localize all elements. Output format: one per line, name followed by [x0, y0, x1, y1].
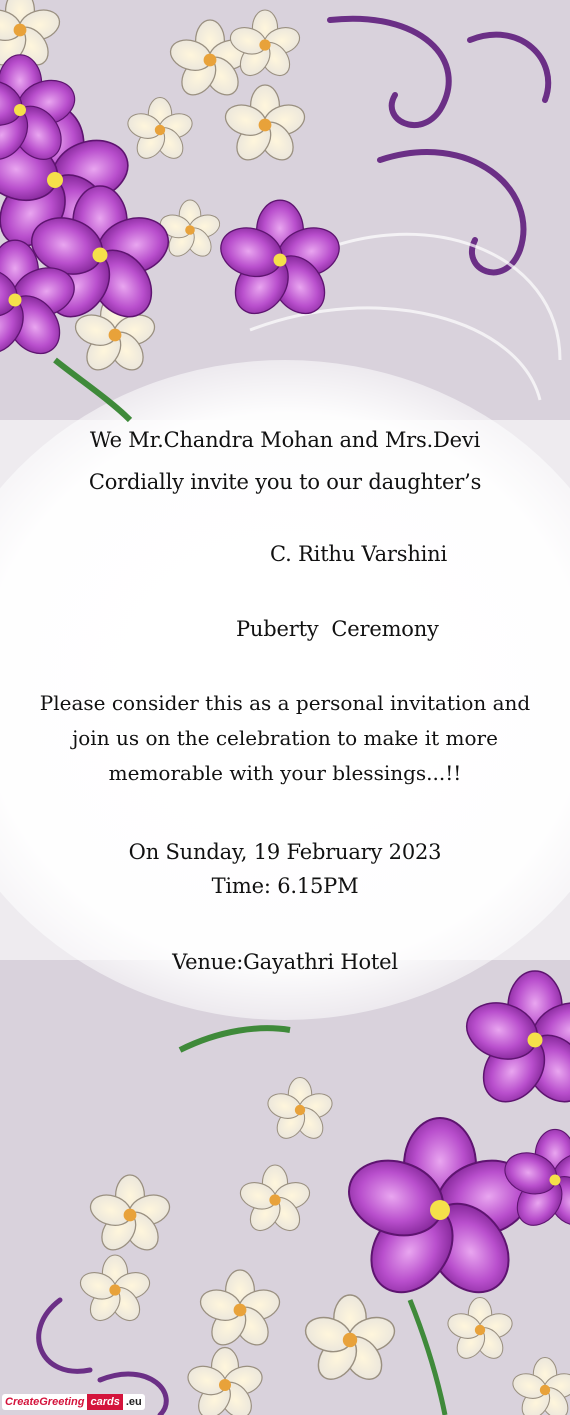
site-logo[interactable] [2, 1391, 145, 1413]
hosts-line: We Mr.Chandra Mohan and Mrs.Devi [89, 428, 481, 452]
event-name: Puberty Ceremony [236, 617, 439, 641]
venue-line: Venue:Gayathri Hotel [172, 950, 398, 974]
invite-line: Cordially invite you to our daughter’s [88, 470, 482, 494]
time-line: Time: 6.15PM [211, 874, 359, 898]
daughter-name: C. Rithu Varshini [270, 542, 448, 566]
date-line: On Sunday, 19 February 2023 [128, 840, 442, 864]
logo-text-3: .eu [123, 1394, 145, 1410]
logo-text-1: CreateGreeting [2, 1394, 87, 1410]
logo-text-2: cards [87, 1394, 122, 1410]
invitation-message: Please consider this as a personal invitation and join us on the celebration to make it more memorable with your blessings...!! [39, 691, 531, 785]
